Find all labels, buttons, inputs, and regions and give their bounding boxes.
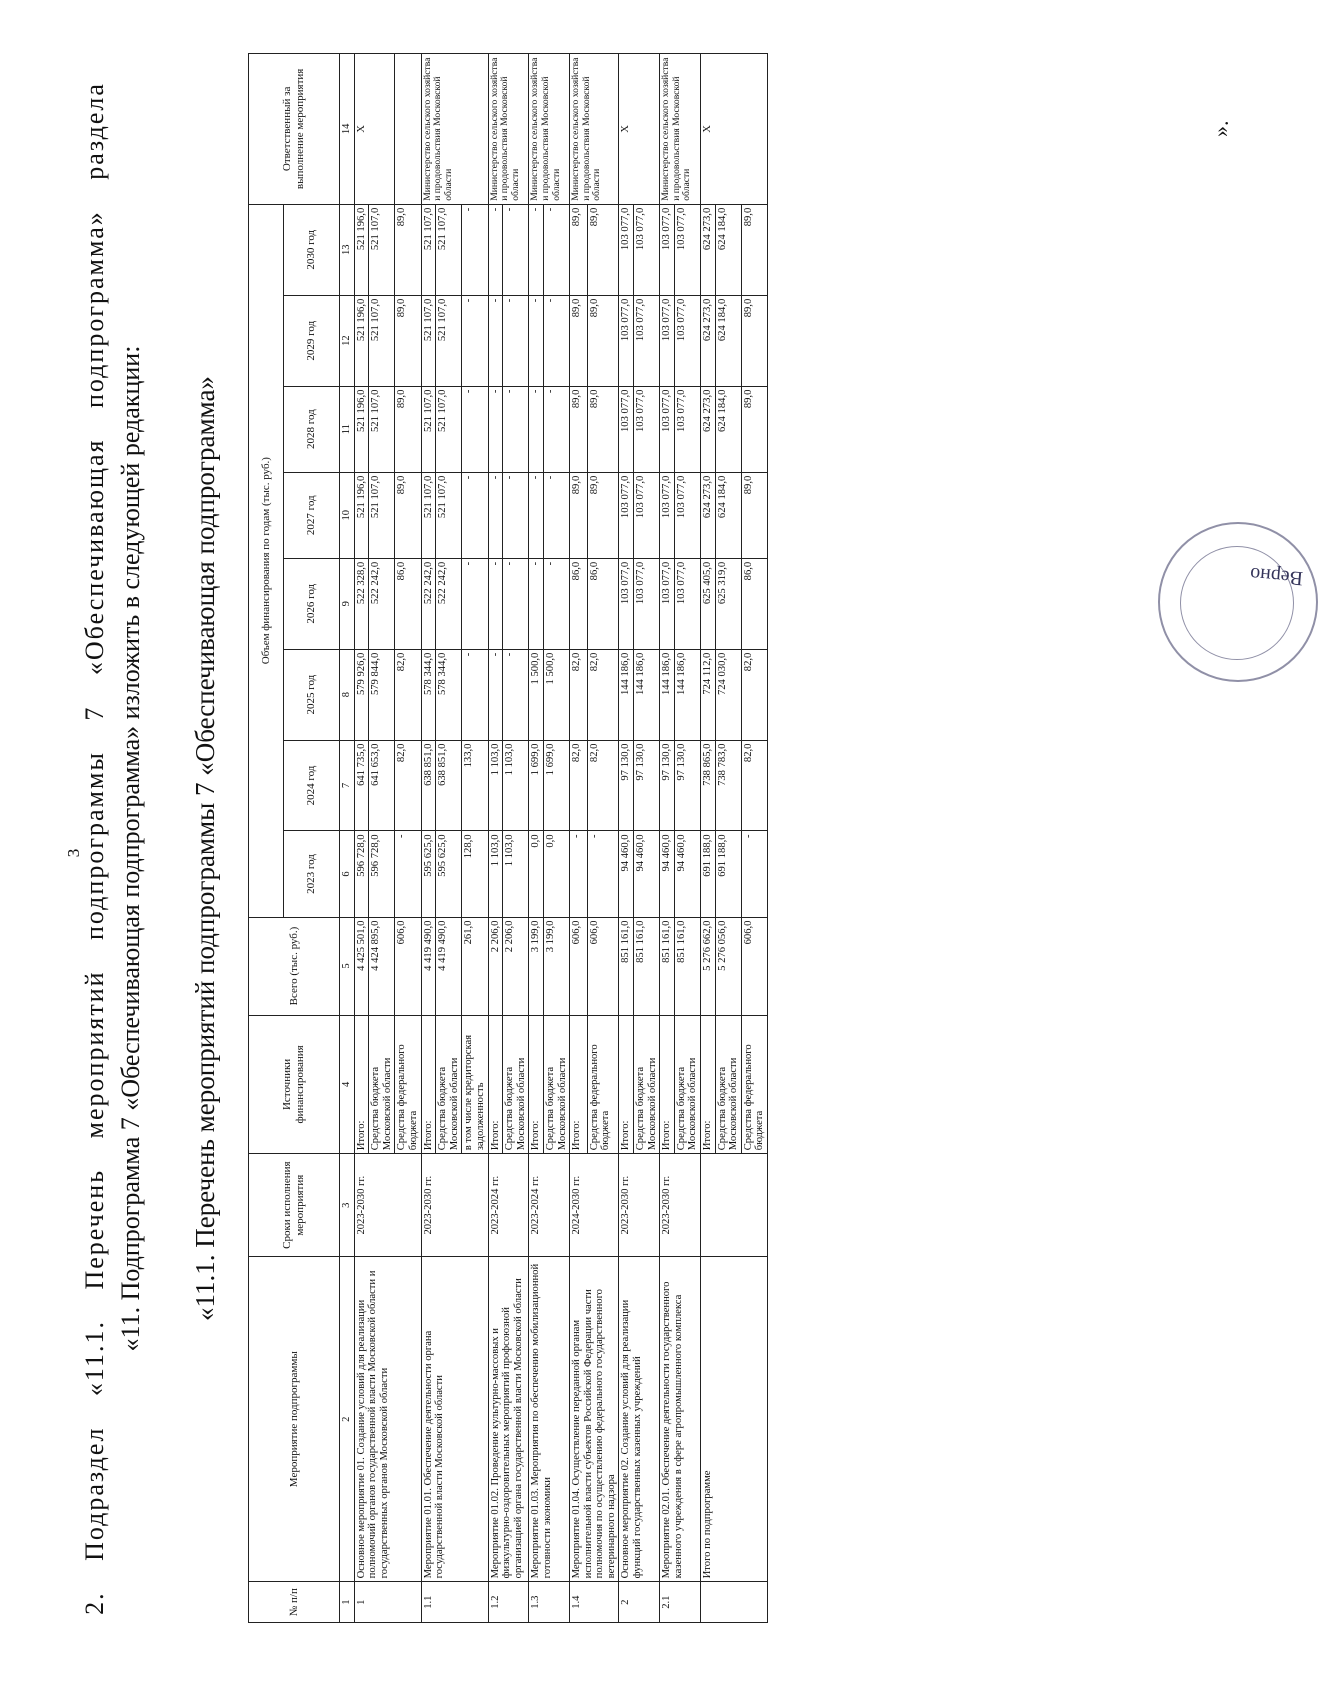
year-amount: 89,0 bbox=[741, 295, 767, 386]
year-amount: 638 851,0 bbox=[421, 740, 436, 831]
year-amount: - bbox=[462, 649, 488, 740]
year-amount: 103 077,0 bbox=[674, 386, 700, 472]
table-row bbox=[421, 54, 436, 1623]
year-amount: - bbox=[488, 295, 503, 386]
row-number: 1 bbox=[354, 1582, 421, 1623]
year-amount: 144 186,0 bbox=[674, 649, 700, 740]
year-amount: 103 077,0 bbox=[674, 204, 700, 295]
column-index: 14 bbox=[340, 54, 355, 205]
year-amount: 89,0 bbox=[570, 472, 588, 558]
year-amount: 691 188,0 bbox=[715, 831, 741, 917]
year-amount: 1 699,0 bbox=[529, 740, 544, 831]
year-amount: 103 077,0 bbox=[619, 295, 634, 386]
year-amount: 103 077,0 bbox=[660, 386, 675, 472]
column-index: 5 bbox=[340, 917, 355, 1015]
year-amount: 691 188,0 bbox=[701, 831, 716, 917]
year-amount: 521 107,0 bbox=[369, 295, 395, 386]
year-amount: 82,0 bbox=[587, 740, 619, 831]
year-amount: 133,0 bbox=[462, 740, 488, 831]
total-amount: 606,0 bbox=[587, 917, 619, 1015]
column-index: 13 bbox=[340, 204, 355, 295]
year-amount: 103 077,0 bbox=[619, 558, 634, 649]
heading-line-1: 2. Подраздел «11.1. Перечень мероприятий подпрограммы 7 «Обеспечивающая подпрограмма» раздела bbox=[80, 82, 109, 1615]
year-amount: 578 344,0 bbox=[436, 649, 462, 740]
year-amount: 144 186,0 bbox=[634, 649, 660, 740]
total-amount: 851 161,0 bbox=[634, 917, 660, 1015]
year-amount: 521 107,0 bbox=[421, 386, 436, 472]
event-name: Мероприятие 01.03. Мероприятия по обеспечению мобилизационной готовности экономики bbox=[529, 1257, 570, 1582]
year-amount: 94 460,0 bbox=[619, 831, 634, 917]
column-index: 6 bbox=[340, 831, 355, 917]
col-header-year: 2027 год bbox=[284, 472, 340, 558]
column-index: 8 bbox=[340, 649, 355, 740]
funding-source: Итого: bbox=[570, 1015, 588, 1154]
responsible: Министерство сельского хозяйства и продовольствия Московской области bbox=[488, 54, 529, 205]
year-amount: 97 130,0 bbox=[674, 740, 700, 831]
total-amount: 606,0 bbox=[570, 917, 588, 1015]
year-amount: 1 103,0 bbox=[503, 740, 529, 831]
year-amount: 624 273,0 bbox=[701, 295, 716, 386]
year-amount: 521 107,0 bbox=[369, 204, 395, 295]
event-terms: 2023-2030 гг. bbox=[660, 1154, 701, 1257]
year-amount: - bbox=[462, 558, 488, 649]
year-amount: 521 107,0 bbox=[436, 386, 462, 472]
year-amount: - bbox=[395, 831, 421, 917]
funding-source: Средства бюджета Московской области bbox=[634, 1015, 660, 1154]
year-amount: 103 077,0 bbox=[634, 558, 660, 649]
total-amount: 3 199,0 bbox=[543, 917, 569, 1015]
total-amount: 5 276 662,0 bbox=[701, 917, 716, 1015]
column-index: 7 bbox=[340, 740, 355, 831]
year-amount: - bbox=[488, 649, 503, 740]
event-name: Мероприятие 01.04. Осуществление переданной органам исполнительной власти субъектов Российской Федерации части полномочия по осуществлению федерального государственного ветеринарного надзора bbox=[570, 1257, 619, 1582]
year-amount: 103 077,0 bbox=[619, 472, 634, 558]
funding-source: Итого: bbox=[660, 1015, 675, 1154]
col-header-year: 2030 год bbox=[284, 204, 340, 295]
year-amount: - bbox=[543, 295, 569, 386]
total-amount: 4 424 895,0 bbox=[369, 917, 395, 1015]
year-amount: - bbox=[741, 831, 767, 917]
year-amount: 97 130,0 bbox=[634, 740, 660, 831]
year-amount: 89,0 bbox=[570, 386, 588, 472]
col-header-year: 2023 год bbox=[284, 831, 340, 917]
page-number: 3 bbox=[64, 848, 83, 858]
year-amount: 82,0 bbox=[570, 740, 588, 831]
year-amount: - bbox=[488, 204, 503, 295]
col-header-year: 2026 год bbox=[284, 558, 340, 649]
year-amount: 521 107,0 bbox=[436, 472, 462, 558]
col-header-responsible: Ответственный за выполнение мероприятия bbox=[249, 54, 340, 205]
col-header-terms: Сроки исполнения мероприятия bbox=[249, 1154, 340, 1257]
col-header-year: 2024 год bbox=[284, 740, 340, 831]
year-amount: 522 242,0 bbox=[421, 558, 436, 649]
funding-source: Средства федерального бюджета bbox=[741, 1015, 767, 1154]
year-amount: 1 500,0 bbox=[543, 649, 569, 740]
year-amount: 82,0 bbox=[741, 740, 767, 831]
total-amount: 851 161,0 bbox=[660, 917, 675, 1015]
responsible: Министерство сельского хозяйства и продовольствия Московской области bbox=[570, 54, 619, 205]
verno-signature: Верно bbox=[1249, 562, 1304, 590]
event-terms: 2023-2024 гг. bbox=[488, 1154, 529, 1257]
funding-source: Средства бюджета Московской области bbox=[715, 1015, 741, 1154]
funding-source: Средства федерального бюджета bbox=[395, 1015, 421, 1154]
year-amount: 625 319,0 bbox=[715, 558, 741, 649]
year-amount: - bbox=[503, 472, 529, 558]
row-number: 1.1 bbox=[421, 1582, 488, 1623]
funding-source: Итого: bbox=[701, 1015, 716, 1154]
table-row bbox=[529, 54, 544, 1623]
event-name: Мероприятие 01.01. Обеспечение деятельности органа государственной власти Московской области bbox=[421, 1257, 488, 1582]
year-amount: - bbox=[462, 386, 488, 472]
year-amount: 89,0 bbox=[741, 204, 767, 295]
year-amount: 103 077,0 bbox=[634, 386, 660, 472]
year-amount: 1 103,0 bbox=[488, 831, 503, 917]
row-number bbox=[701, 1582, 768, 1623]
column-index: 10 bbox=[340, 472, 355, 558]
responsible: Х bbox=[354, 54, 395, 205]
year-amount: 89,0 bbox=[395, 472, 421, 558]
year-amount: 82,0 bbox=[395, 649, 421, 740]
year-amount: 86,0 bbox=[395, 558, 421, 649]
year-amount: 521 107,0 bbox=[421, 204, 436, 295]
funding-source: Средства бюджета Московской области bbox=[503, 1015, 529, 1154]
year-amount: 521 107,0 bbox=[421, 472, 436, 558]
funding-source: Итого: bbox=[421, 1015, 436, 1154]
event-terms: 2023-2024 гг. bbox=[529, 1154, 570, 1257]
table-body bbox=[340, 54, 768, 1623]
funding-source: Итого: bbox=[529, 1015, 544, 1154]
total-amount: 4 419 490,0 bbox=[436, 917, 462, 1015]
funding-source: Средства бюджета Московской области bbox=[543, 1015, 569, 1154]
year-amount: 86,0 bbox=[570, 558, 588, 649]
table-title: «11.1. Перечень мероприятий подпрограммы 7 «Обеспечивающая подпрограмма» bbox=[190, 376, 220, 1321]
col-header-year: 2025 год bbox=[284, 649, 340, 740]
year-amount: 89,0 bbox=[587, 386, 619, 472]
year-amount: 521 196,0 bbox=[354, 386, 369, 472]
col-header-sources: Источники финансирования bbox=[249, 1015, 340, 1154]
event-name: Мероприятие 02.01. Обеспечение деятельности государственного казенного учреждения в сфере агропромышленного комплекса bbox=[660, 1257, 701, 1582]
year-amount: 624 184,0 bbox=[715, 295, 741, 386]
funding-source: Средства бюджета Московской области bbox=[369, 1015, 395, 1154]
year-amount: - bbox=[503, 204, 529, 295]
year-amount: 89,0 bbox=[395, 295, 421, 386]
funding-source: Средства бюджета Московской области bbox=[674, 1015, 700, 1154]
year-amount: 624 184,0 bbox=[715, 386, 741, 472]
year-amount: - bbox=[488, 558, 503, 649]
year-amount: 103 077,0 bbox=[660, 204, 675, 295]
column-index-row bbox=[340, 54, 355, 1623]
column-index: 11 bbox=[340, 386, 355, 472]
responsible: Х bbox=[701, 54, 768, 205]
year-amount: - bbox=[488, 472, 503, 558]
year-amount: 596 728,0 bbox=[369, 831, 395, 917]
year-amount: 89,0 bbox=[741, 472, 767, 558]
year-amount: 89,0 bbox=[570, 204, 588, 295]
year-amount: 89,0 bbox=[395, 386, 421, 472]
responsible: Министерство сельского хозяйства и продовольствия Московской области bbox=[421, 54, 488, 205]
year-amount: 1 103,0 bbox=[488, 740, 503, 831]
year-amount: 97 130,0 bbox=[619, 740, 634, 831]
row-number: 1.4 bbox=[570, 1582, 619, 1623]
year-amount: 86,0 bbox=[741, 558, 767, 649]
year-amount: 89,0 bbox=[741, 386, 767, 472]
total-amount: 5 276 056,0 bbox=[715, 917, 741, 1015]
year-amount: 521 196,0 bbox=[354, 472, 369, 558]
funding-source: Итого: bbox=[354, 1015, 369, 1154]
year-amount: - bbox=[503, 558, 529, 649]
col-header-total: Всего (тыс. руб.) bbox=[249, 917, 340, 1015]
event-terms: 2024-2030 гг. bbox=[570, 1154, 619, 1257]
total-amount: 2 206,0 bbox=[488, 917, 503, 1015]
year-amount: 578 344,0 bbox=[421, 649, 436, 740]
year-amount: 82,0 bbox=[570, 649, 588, 740]
event-name: Основное мероприятие 02. Создание условий для реализации функций государственных казенных учреждений bbox=[619, 1257, 660, 1582]
year-amount: 94 460,0 bbox=[634, 831, 660, 917]
year-amount: - bbox=[462, 472, 488, 558]
year-amount: 82,0 bbox=[587, 649, 619, 740]
year-amount: 144 186,0 bbox=[619, 649, 634, 740]
year-amount: 579 844,0 bbox=[369, 649, 395, 740]
table-row bbox=[570, 54, 588, 1623]
year-amount: 82,0 bbox=[741, 649, 767, 740]
year-amount: 103 077,0 bbox=[619, 204, 634, 295]
table-row bbox=[660, 54, 675, 1623]
col-header-event: Мероприятие подпрограммы bbox=[249, 1257, 340, 1582]
closing-quote: ». bbox=[1208, 120, 1233, 137]
year-amount: 521 196,0 bbox=[354, 295, 369, 386]
year-amount: 579 926,0 bbox=[354, 649, 369, 740]
funding-source: Средства федерального бюджета bbox=[587, 1015, 619, 1154]
col-header-year: 2028 год bbox=[284, 386, 340, 472]
column-index: 1 bbox=[340, 1582, 355, 1623]
funding-source: в том числе кредиторская задолженность bbox=[462, 1015, 488, 1154]
year-amount: 89,0 bbox=[395, 204, 421, 295]
col-header-volume: Объем финансирования по годам (тыс. руб.) bbox=[249, 204, 284, 917]
responsible: Министерство сельского хозяйства и продовольствия Московской области bbox=[529, 54, 570, 205]
year-amount: 86,0 bbox=[587, 558, 619, 649]
year-amount: 521 107,0 bbox=[436, 204, 462, 295]
column-index: 9 bbox=[340, 558, 355, 649]
year-amount: 641 735,0 bbox=[354, 740, 369, 831]
table-row bbox=[354, 54, 369, 1623]
year-amount: 596 728,0 bbox=[354, 831, 369, 917]
year-amount: - bbox=[529, 295, 544, 386]
event-name: Основное мероприятие 01. Создание условий для реализации полномочий органов государственной власти Московской области и государственных органов Московской области bbox=[354, 1257, 421, 1582]
year-amount: 144 186,0 bbox=[660, 649, 675, 740]
year-amount: - bbox=[587, 831, 619, 917]
year-amount: - bbox=[570, 831, 588, 917]
year-amount: 89,0 bbox=[587, 204, 619, 295]
total-amount: 3 199,0 bbox=[529, 917, 544, 1015]
year-amount: 724 030,0 bbox=[715, 649, 741, 740]
year-amount: 103 077,0 bbox=[674, 295, 700, 386]
year-amount: - bbox=[503, 295, 529, 386]
year-amount: 624 273,0 bbox=[701, 204, 716, 295]
year-amount: 738 783,0 bbox=[715, 740, 741, 831]
table-row bbox=[701, 54, 716, 1623]
event-terms: 2023-2030 гг. bbox=[421, 1154, 488, 1257]
year-amount: - bbox=[462, 295, 488, 386]
year-amount: 103 077,0 bbox=[660, 295, 675, 386]
year-amount: 522 242,0 bbox=[436, 558, 462, 649]
funding-source: Итого: bbox=[619, 1015, 634, 1154]
year-amount: 103 077,0 bbox=[619, 386, 634, 472]
year-amount: - bbox=[529, 558, 544, 649]
year-amount: - bbox=[503, 386, 529, 472]
year-amount: - bbox=[543, 472, 569, 558]
year-amount: - bbox=[529, 204, 544, 295]
total-amount: 851 161,0 bbox=[674, 917, 700, 1015]
year-amount: 521 107,0 bbox=[369, 386, 395, 472]
year-amount: - bbox=[503, 649, 529, 740]
year-amount: - bbox=[529, 386, 544, 472]
year-amount: 1 500,0 bbox=[529, 649, 544, 740]
col-header-num: № п/п bbox=[249, 1582, 340, 1623]
year-amount: 94 460,0 bbox=[660, 831, 675, 917]
row-number: 1.3 bbox=[529, 1582, 570, 1623]
total-amount: 4 425 501,0 bbox=[354, 917, 369, 1015]
row-number: 2 bbox=[619, 1582, 660, 1623]
total-amount: 851 161,0 bbox=[619, 917, 634, 1015]
column-index: 4 bbox=[340, 1015, 355, 1154]
responsible: Министерство сельского хозяйства и продовольствия Московской области bbox=[660, 54, 701, 205]
year-amount: 624 273,0 bbox=[701, 386, 716, 472]
total-amount: 261,0 bbox=[462, 917, 488, 1015]
responsible: Х bbox=[619, 54, 660, 205]
year-amount: 89,0 bbox=[587, 295, 619, 386]
year-amount: 0,0 bbox=[543, 831, 569, 917]
event-terms: 2023-2030 гг. bbox=[619, 1154, 660, 1257]
year-amount: 724 112,0 bbox=[701, 649, 716, 740]
year-amount: 641 653,0 bbox=[369, 740, 395, 831]
year-amount: 521 196,0 bbox=[354, 204, 369, 295]
year-amount: 522 242,0 bbox=[369, 558, 395, 649]
total-amount: 606,0 bbox=[395, 917, 421, 1015]
table-row bbox=[619, 54, 634, 1623]
year-amount: 521 107,0 bbox=[369, 472, 395, 558]
year-amount: - bbox=[543, 386, 569, 472]
year-amount: 624 184,0 bbox=[715, 472, 741, 558]
year-amount: 89,0 bbox=[570, 295, 588, 386]
year-amount: 738 865,0 bbox=[701, 740, 716, 831]
funding-source: Итого: bbox=[488, 1015, 503, 1154]
year-amount: 103 077,0 bbox=[660, 558, 675, 649]
year-amount: 624 273,0 bbox=[701, 472, 716, 558]
year-amount: 94 460,0 bbox=[674, 831, 700, 917]
funding-source: Средства бюджета Московской области bbox=[436, 1015, 462, 1154]
year-amount: 103 077,0 bbox=[660, 472, 675, 558]
responsible bbox=[395, 54, 421, 205]
row-number: 1.2 bbox=[488, 1582, 529, 1623]
event-terms: 2023-2030 гг. bbox=[354, 1154, 421, 1257]
column-index: 3 bbox=[340, 1154, 355, 1257]
year-amount: 1 699,0 bbox=[543, 740, 569, 831]
row-number: 2.1 bbox=[660, 1582, 701, 1623]
year-amount: - bbox=[529, 472, 544, 558]
year-amount: - bbox=[462, 204, 488, 295]
total-amount: 4 419 490,0 bbox=[421, 917, 436, 1015]
year-amount: 103 077,0 bbox=[634, 295, 660, 386]
year-amount: 595 625,0 bbox=[436, 831, 462, 917]
event-name: Мероприятие 01.02. Проведение культурно-массовых и физкультурно-оздоровительных мероприятий профсоюзной организацией органа государственной власти Московской области bbox=[488, 1257, 529, 1582]
year-amount: 638 851,0 bbox=[436, 740, 462, 831]
column-index: 2 bbox=[340, 1257, 355, 1582]
year-amount: 97 130,0 bbox=[660, 740, 675, 831]
year-amount: 82,0 bbox=[395, 740, 421, 831]
year-amount: 103 077,0 bbox=[674, 472, 700, 558]
year-amount: 0,0 bbox=[529, 831, 544, 917]
col-header-year: 2029 год bbox=[284, 295, 340, 386]
year-amount: 89,0 bbox=[587, 472, 619, 558]
event-terms bbox=[701, 1154, 768, 1257]
year-amount: 595 625,0 bbox=[421, 831, 436, 917]
table-header-row bbox=[249, 54, 284, 1623]
year-amount: - bbox=[543, 204, 569, 295]
total-amount: 2 206,0 bbox=[503, 917, 529, 1015]
year-amount: 103 077,0 bbox=[674, 558, 700, 649]
year-amount: 521 107,0 bbox=[436, 295, 462, 386]
year-amount: 522 328,0 bbox=[354, 558, 369, 649]
year-amount: 625 405,0 bbox=[701, 558, 716, 649]
year-amount: 521 107,0 bbox=[421, 295, 436, 386]
year-amount: - bbox=[488, 386, 503, 472]
total-amount: 606,0 bbox=[741, 917, 767, 1015]
year-amount: 128,0 bbox=[462, 831, 488, 917]
official-seal bbox=[1158, 522, 1318, 682]
event-name: Итого по подпрограмме bbox=[701, 1257, 768, 1582]
year-amount: 103 077,0 bbox=[634, 472, 660, 558]
year-amount: 624 184,0 bbox=[715, 204, 741, 295]
year-amount: 1 103,0 bbox=[503, 831, 529, 917]
column-index: 12 bbox=[340, 295, 355, 386]
events-table bbox=[248, 53, 768, 1623]
table-row bbox=[488, 54, 503, 1623]
year-amount: 103 077,0 bbox=[634, 204, 660, 295]
year-amount: - bbox=[543, 558, 569, 649]
heading-line-2: «11. Подпрограмма 7 «Обеспечивающая подпрограмма» изложить в следующей редакции: bbox=[116, 345, 145, 1352]
